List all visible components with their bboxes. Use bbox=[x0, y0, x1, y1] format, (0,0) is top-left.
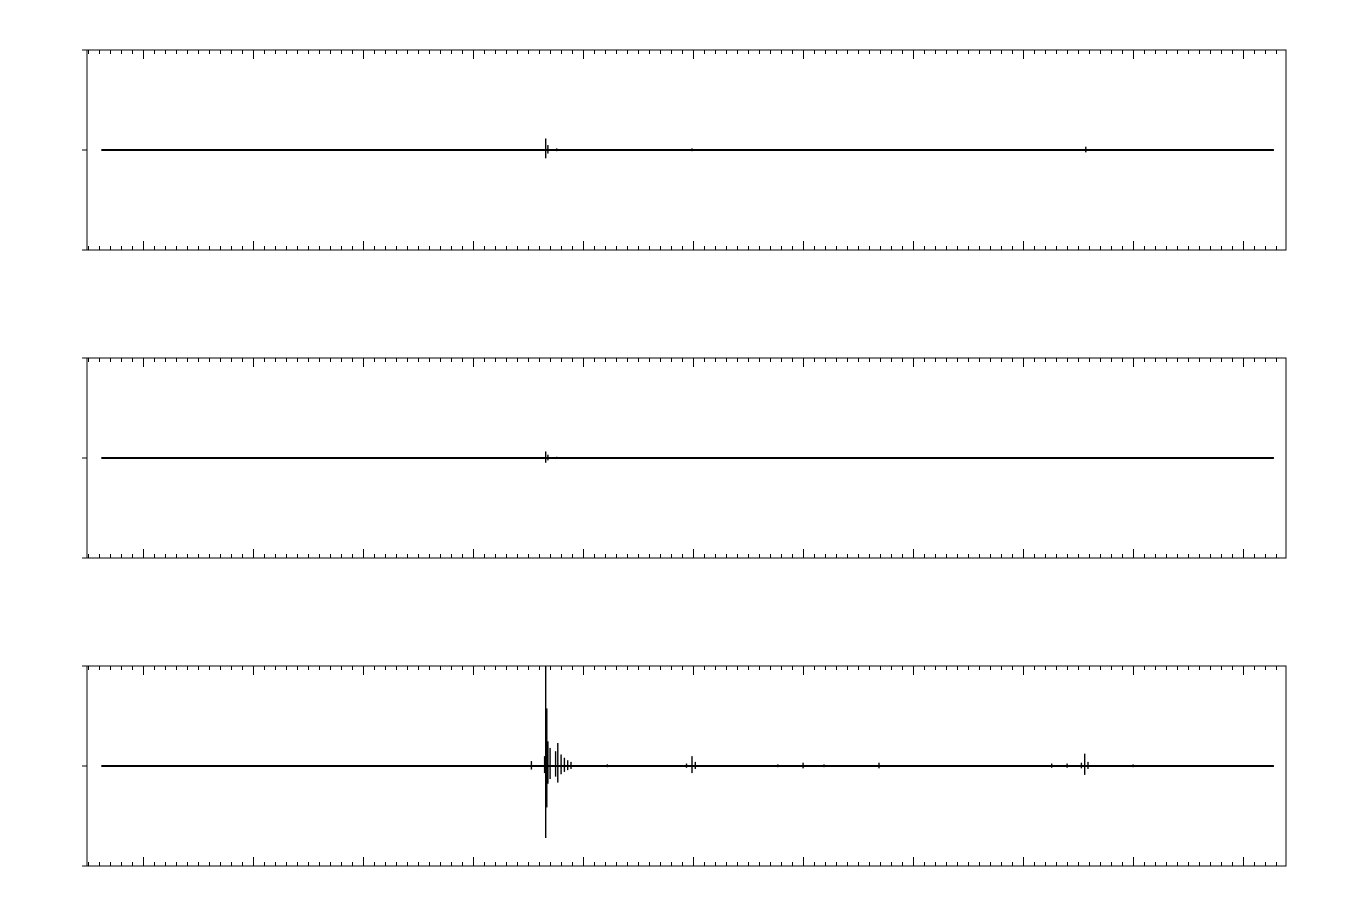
chart-panel-3 bbox=[82, 666, 1286, 866]
chart-panel-1 bbox=[82, 50, 1286, 250]
chart-panel-2 bbox=[82, 358, 1286, 558]
